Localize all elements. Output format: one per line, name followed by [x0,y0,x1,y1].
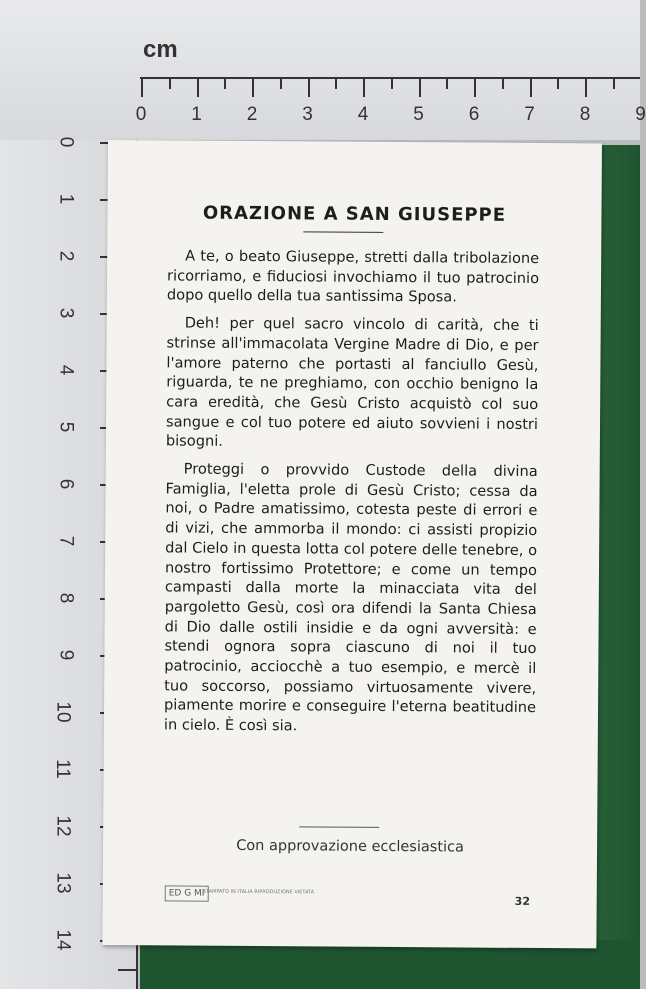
ruler-half-tick [391,77,393,89]
ruler-half-tick [557,77,559,89]
ruler-number: 3 [55,307,77,319]
title-divider [303,231,383,233]
prayer-paragraph: Proteggi o provvido Custode della divina Famiglia, l'eletta prole di Gesù Cristo; cessa da noi, o Padre amatissimo, cotesta peste di errori e di vizi, che ammorba il mondo: ci assisti propizio dal Cielo in questa lotta col potere delle tenebre, o nostro fortissimo Protettore; e come un tempo campasti dalla morte la minacciata vita del pargoletto Gesù, così ora difendi la Santa Chiesa di Dio dalle ostili insidie e da ogni avversità: e stendi ognora sopra ciascuno di noi il tuo patrocinio, acciocchè a tuo esempio, e mercè il tuo soccorso, possiamo virtuosamente vivere, piamente morire e conseguire l'eterna beatitudine in cielo. È così sia. [163,460,538,735]
ruler-cm-tick [474,77,476,97]
ruler-half-tick [502,77,504,89]
ruler-number: 7 [524,104,535,125]
prayer-card [102,140,602,948]
ruler-number: 0 [135,104,147,125]
prayer-body [164,246,539,745]
ruler-half-tick [613,77,615,89]
ruler-cm-tick [585,77,587,97]
prayer-title: ORAZIONE A SAN GIUSEPPE [202,202,507,226]
ruler-number: 8 [579,104,591,125]
ruler-number: 10 [52,701,74,723]
ruler-number: 7 [55,535,77,547]
ruler-cm-tick [197,77,199,97]
ruler-number: 2 [55,250,77,262]
ruler-number: 3 [302,104,313,125]
page-number: 32 [514,894,531,908]
prayer-paragraph: A te, o beato Giuseppe, stretti dalla tribolazione ricorriamo, e fiduciosi invochiamo il tuo patrocinio dopo quello della tua santissima Sposa. [166,247,540,306]
publisher-note: STAMPATO IN ITALIA RIPRODUZIONE VIETATA [202,888,315,896]
ruler-number: 13 [52,872,74,894]
ruler-cm-tick [530,77,532,97]
ruler-number: 12 [52,815,74,837]
ruler-cm-tick [363,77,365,97]
ruler-number: 0 [55,136,77,148]
ruler-number: 5 [413,104,424,125]
ruler-number: 4 [357,104,369,125]
ruler-number: 6 [55,478,77,490]
ruler-number: 1 [55,193,77,205]
ruler-number: 9 [635,104,646,125]
ruler-half-tick [224,77,226,89]
ruler-unit-label: cm [143,36,178,63]
ruler-half-tick [280,77,282,89]
publisher-logo: ED G MI [165,885,209,901]
ruler-number: 1 [191,104,202,125]
ruler-number: 5 [55,421,77,433]
ruler-half-tick [446,77,448,89]
ruler-cm-tick [419,77,421,97]
ruler-half-tick [169,77,171,89]
ruler-number: 8 [55,592,77,604]
approval-divider [299,826,379,828]
ruler-half-tick [335,77,337,89]
ruler-number: 9 [55,649,77,661]
ruler-number: 2 [246,104,258,125]
ruler-number: 6 [468,104,480,125]
ruler-number: 14 [52,929,74,951]
ruler-cm-tick [308,77,310,97]
approval-note: Con approvazione ecclesiastica [236,837,464,856]
ruler-number: 4 [55,364,77,376]
ruler-cm-tick [141,77,143,97]
ruler-half-tick [118,969,136,971]
prayer-paragraph: Deh! per quel sacro vincolo di carità, che ti strinse all'immacolata Vergine Madre di Dio, e per l'amore paterno che portasti al fanciullo Gesù, riguarda, te ne preghiamo, con occhio benigno la cara eredità, che Gesù Cristo acquistò col suo sangue e col tuo potere ed aiuto sovvieni i nostri bisogni. [165,314,539,451]
ruler-number: 11 [51,759,73,779]
horizontal-ruler [0,0,640,140]
ruler-cm-tick [252,77,254,97]
